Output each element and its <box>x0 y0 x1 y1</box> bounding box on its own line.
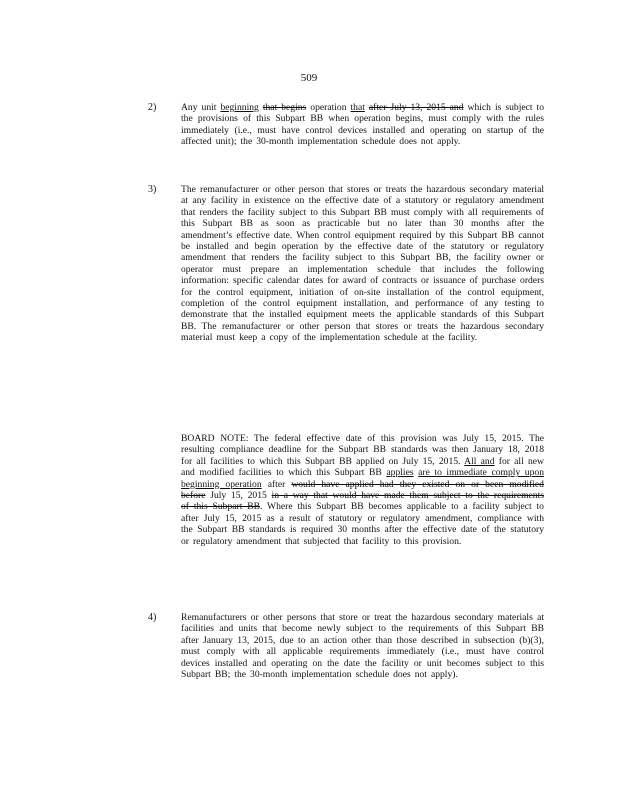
item-number: 4) <box>148 612 157 623</box>
text-segment: Remanufacturers or other persons that store or treat the hazardous secondary materials at facilities and units that become newly subject to the requirements of this Subpart BB after January 13, 2015, due to an action other than those described in subsection (b)(3), must comply with all applicable requirements immediately (i.e., must have control devices installed and operating on the date the facility or unit becomes subject to this Subpart BB; the 30-month implementation schedule does not apply). <box>181 612 544 681</box>
inserted-text: All and <box>464 455 495 467</box>
text-segment: for all new and modified facilities to which this Subpart BB <box>181 455 544 479</box>
text-segment: The remanufacturer or other person that stores or treats the hazardous secondary material at any facility in existence on the effective date of a statutory or regulatory amendment that renders the facility subject to this Subpart BB must comply with all requirements of this Subpart BB as soon as practicable but no later than 30 months after the amendment’s effective date. When control equipment required by this Subpart BB cannot be installed and begin operation by the effective date of the statutory or regulatory amendment that renders the facility subject to this Subpart BB, the facility owner or operator must prepare an implementation schedule that includes the following information: specific calendar dates for award of contracts or issuance of purchase orders for the control equipment, initiation of on-site installation of the control equipment, completion of the control equipment installation, and performance of any testing to demonstrate that the installed equipment meets the applicable standards of this Subpart BB. The remanufacturer or other person that stores or treats the hazardous secondary material must keep a copy of the implementation schedule at the facility. <box>181 184 544 344</box>
text-segment: BOARD NOTE: The federal effective date of this provision was July 15, 2015. The resulting compliance deadline for the Subpart BB standards was then January 18, 2018 for all facilities to which this Subpart BB applied on July 15, 2015. <box>181 433 544 467</box>
item-number: 2) <box>148 102 157 113</box>
item-number: 3) <box>148 184 157 195</box>
inserted-text: beginning <box>220 102 259 113</box>
text-segment: which is subject to the provisions of this Subpart BB when operation begins, must comply with the rules immediately (i.e., must have control devices installed and operating on startup of the affected unit); the 30-month implementation schedule does not apply. <box>181 102 545 148</box>
text-segment: operation <box>306 102 351 113</box>
inserted-text: that <box>350 102 365 113</box>
item-text <box>181 102 544 148</box>
page-number: 509 <box>300 72 318 84</box>
text-segment: . Where this Subpart BB becomes applicable to a facility subject to after July 15, 2015 as a result of statutory or regulatory amendment, compliance with the Subpart BB standards is required 30 months after the effective date of the statutory or regulatory amendment that subjected that facility to this provision. <box>181 501 544 547</box>
board-note <box>181 433 544 547</box>
deleted-text: after July 13, 2015 and <box>368 102 464 113</box>
deleted-text: would have applied had they existed on or been modified before <box>181 478 544 502</box>
text-segment: after <box>261 478 292 490</box>
text-segment: July 15, 2015 <box>205 490 272 502</box>
deleted-text: in a way that would have made them subject to the requirements of this Subpart BB <box>181 490 544 513</box>
inserted-text: are to immediate comply upon beginning operation <box>181 467 544 490</box>
inserted-text: applies <box>386 467 414 479</box>
item-text <box>181 184 544 344</box>
item-text <box>181 612 544 680</box>
text-segment: Any unit <box>181 102 221 113</box>
deleted-text: that begins <box>262 102 307 113</box>
